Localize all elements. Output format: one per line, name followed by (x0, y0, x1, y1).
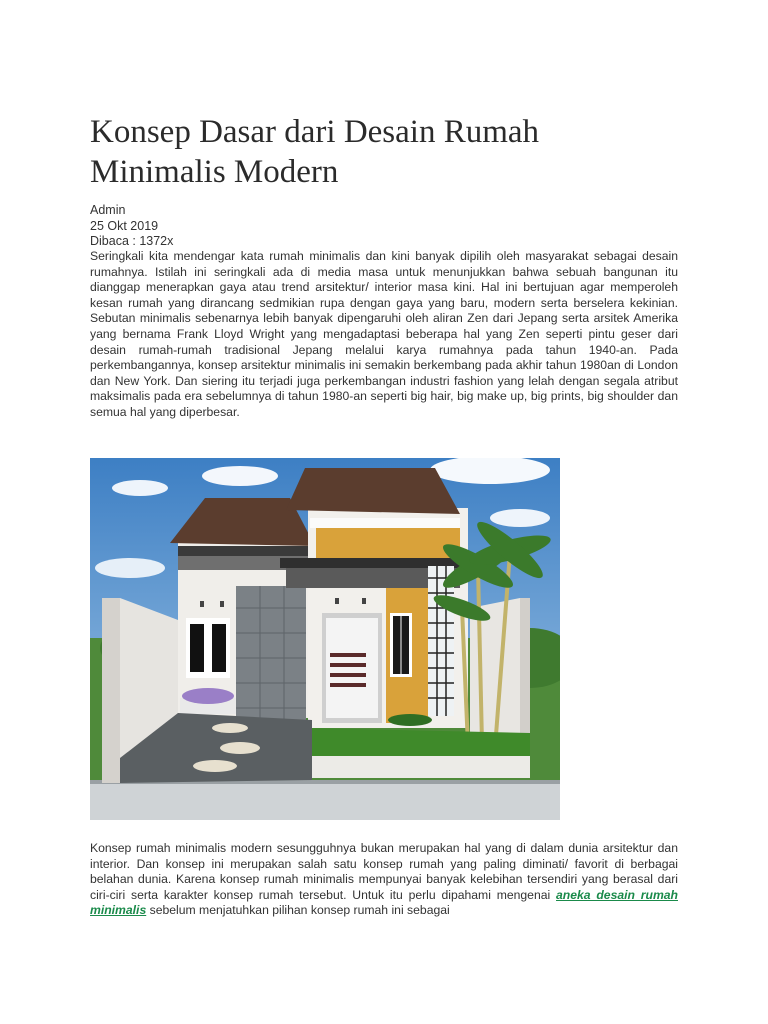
aneka-desain-link[interactable]: aneka desain rumah minimalis (90, 887, 678, 918)
author-name: Admin (90, 203, 126, 217)
paragraph-concept-text-before: Konsep rumah minimalis modern sesungguhnya bukan merupakan hal yang di dalam dunia arsitektur dan interior. Dan konsep ini merupakan salah satu konsep rumah yang paling diminati/ favorit di berbagai belahan dunia. Karena konsep rumah minimalis mempunyai banyak kelebihan tersendiri yang berasal dari ciri-ciri serta karakter konsep rumah tersebut. Untuk itu perlu dipahami mengenai (90, 841, 678, 902)
publish-date: 25 Okt 2019 (90, 218, 159, 233)
article-meta (90, 203, 173, 250)
article-title: Konsep Dasar dari Desain Rumah Minimalis Modern (90, 114, 540, 190)
paragraph-concept-text-after: sebelum menjatuhkan pilihan konsep rumah ini sebagai (146, 903, 450, 918)
paragraph-intro: Seringkali kita mendengar kata rumah minimalis dan kini banyak dipilih oleh masyarakat sebagai desain rumahnya. Istilah ini seringkali ada di media masa untuk menunjukkan bahwa sebuah bangunan itu dianggap menerapkan gaya atau trend arsitektur/ interior masa kini. Hal ini bertujuan agar memperoleh kesan rumah yang dirancang sedmikian rupa dengan gaya yang baru, modern serta berselera kekinian. Sebutan minimalis sebenarnya lebih banyak dipengaruhi oleh aliran Zen dari Jepang serta arsitek Amerika yang bernama Frank Lloyd Wright yang mengadaptasi beberapa hal yang Zen seperti pintu geser dari desain rumah-rumah tradisional Jepang melalui karya rumahnya pada tahun 1940-an. Pada perkembangannya, konsep arsitektur minimalis ini semakin berkembang pada akhir tahun 1980an di London dan New York. Dan siering itu terjadi juga perkembangan industri fashion yang lelah dengan segala atribut maksimalis pada era sebelumnya di tahun 1980-an seperti big hair, big make up, big prints, big shoulder dan semua hal yang diperbesar. (90, 249, 678, 419)
house-illustration (90, 458, 560, 820)
paragraph-concept (90, 841, 678, 919)
view-count: Dibaca : 1372x (90, 234, 174, 248)
